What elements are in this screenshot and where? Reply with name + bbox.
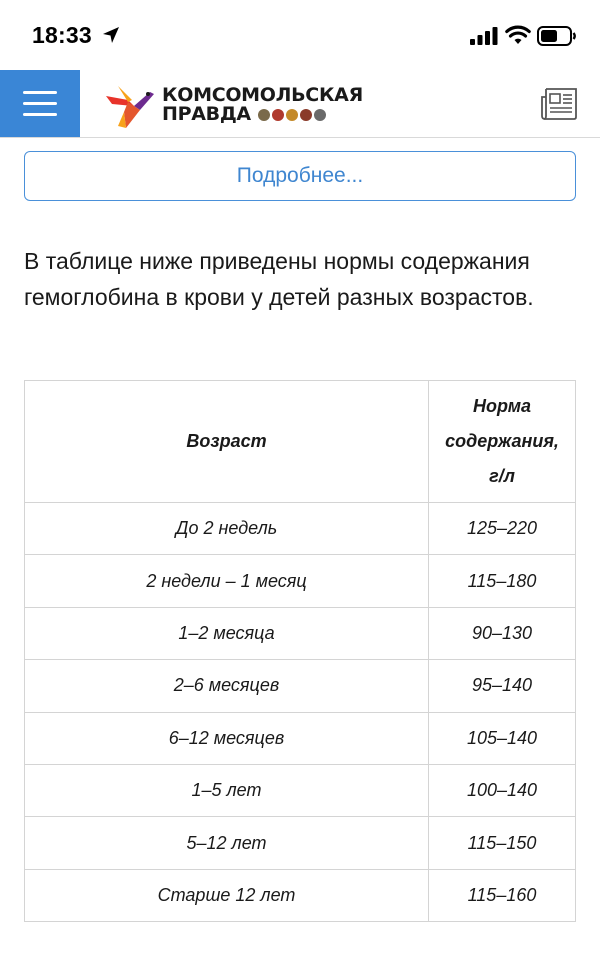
- cell-age: 6–12 месяцев: [25, 712, 429, 764]
- table-row: [25, 712, 576, 764]
- cell-age: Старше 12 лет: [25, 869, 429, 921]
- menu-button[interactable]: [0, 70, 80, 137]
- table-row: [25, 817, 576, 869]
- cell-age: 2–6 месяцев: [25, 660, 429, 712]
- swallow-logo-icon: [104, 82, 156, 130]
- table-row: [25, 660, 576, 712]
- hamburger-menu-icon: [23, 113, 57, 116]
- cell-norm: 95–140: [429, 660, 576, 712]
- header-norm-line2: содержания,: [445, 431, 559, 451]
- battery-icon: [537, 25, 577, 47]
- table-row: [25, 607, 576, 659]
- site-header: [0, 70, 600, 138]
- status-bar: [0, 0, 600, 70]
- location-arrow-icon: [102, 26, 120, 44]
- header-norm-line1: Норма: [472, 396, 532, 416]
- header-age: Возраст: [25, 381, 429, 503]
- logo-text: [162, 86, 363, 124]
- newspaper-icon[interactable]: [540, 87, 578, 121]
- cell-norm: 115–180: [429, 555, 576, 607]
- cell-norm: 90–130: [429, 607, 576, 659]
- cell-norm: 105–140: [429, 712, 576, 764]
- orders-icon: [258, 109, 326, 121]
- cell-age: 5–12 лет: [25, 817, 429, 869]
- logo-line2: ПРАВДА: [162, 103, 251, 125]
- table-row: [25, 869, 576, 921]
- header-norm-line3: г/л: [489, 466, 515, 486]
- status-time: 18:33: [32, 22, 92, 48]
- cell-age: 2 недели – 1 месяц: [25, 555, 429, 607]
- cell-norm: 100–140: [429, 764, 576, 816]
- hemoglobin-norms-table: [24, 380, 576, 922]
- table-row: [25, 764, 576, 816]
- cellular-signal-icon: [470, 27, 498, 45]
- cell-age: 1–2 месяца: [25, 607, 429, 659]
- header-norm: [429, 381, 576, 503]
- cell-norm: 115–150: [429, 817, 576, 869]
- site-logo[interactable]: [104, 82, 364, 130]
- logo-line1: КОМСОМОЛЬСКАЯ: [162, 84, 363, 106]
- table-row: [25, 503, 576, 555]
- cell-age: До 2 недель: [25, 503, 429, 555]
- table-row: [25, 555, 576, 607]
- table-header-row: [25, 381, 576, 503]
- hamburger-menu-icon: [23, 102, 57, 105]
- cell-norm: 115–160: [429, 869, 576, 921]
- hamburger-menu-icon: [23, 91, 57, 94]
- intro-paragraph: В таблице ниже приведены нормы содержания гемоглобина в крови у детей разных возрастов.: [24, 248, 534, 310]
- wifi-icon: [505, 24, 531, 46]
- cell-norm: 125–220: [429, 503, 576, 555]
- more-details-button[interactable]: Подробнее...: [24, 151, 576, 201]
- cell-age: 1–5 лет: [25, 764, 429, 816]
